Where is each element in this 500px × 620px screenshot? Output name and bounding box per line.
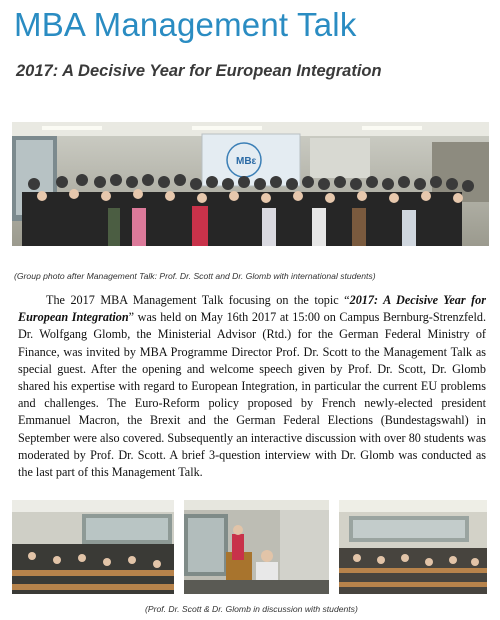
screen-logo: MBε	[236, 156, 257, 167]
group-photo	[12, 122, 489, 246]
discussion-photo-left	[12, 500, 174, 594]
page-subtitle: 2017: A Decisive Year for European Integration	[16, 62, 382, 80]
discussion-photo-caption: (Prof. Dr. Scott & Dr. Glomb in discussion with students)	[145, 604, 358, 614]
article-intro: The 2017 MBA Management Talk focusing on the topic “	[46, 293, 350, 307]
discussion-photo-right	[339, 500, 487, 594]
group-photo-caption: (Group photo after Management Talk: Prof. Dr. Scott and Dr. Glomb with international students)	[14, 271, 376, 281]
page-title: MBA Management Talk	[14, 6, 357, 43]
discussion-photo-center	[184, 500, 329, 594]
article-paragraph	[18, 292, 486, 481]
article-topic: 2017: A Decisive Year for European Integration	[18, 293, 486, 325]
article-body	[18, 292, 486, 481]
article-text: ” was held on May 16th 2017 at 15:00 on Campus Bernburg-Strenzfeld. Dr. Wolfgang Glomb, the Ministerial Advisor (Rtd.) for the German Federal Ministry of Finance, was invited by MBA Programme Director Prof. Dr. Scott to the Management Talk as special guest. After the opening and welcome speech given by Prof. Dr. Scott, Dr. Glomb shared his expertise with regard to European Integration, in particular the current EU problems and challenges. The Euro-Reform policy proposed by French newly-elected president Emmanuel Macron, the Brexit and the German Federal Elections (Bundestagswahl) in September were also covered. Subsequently an interactive discussion with over 80 students was moderated by Prof. Dr. Scott. A brief 3-question interview with Dr. Glomb was conducted as the last part of this Management Talk.	[18, 310, 486, 480]
